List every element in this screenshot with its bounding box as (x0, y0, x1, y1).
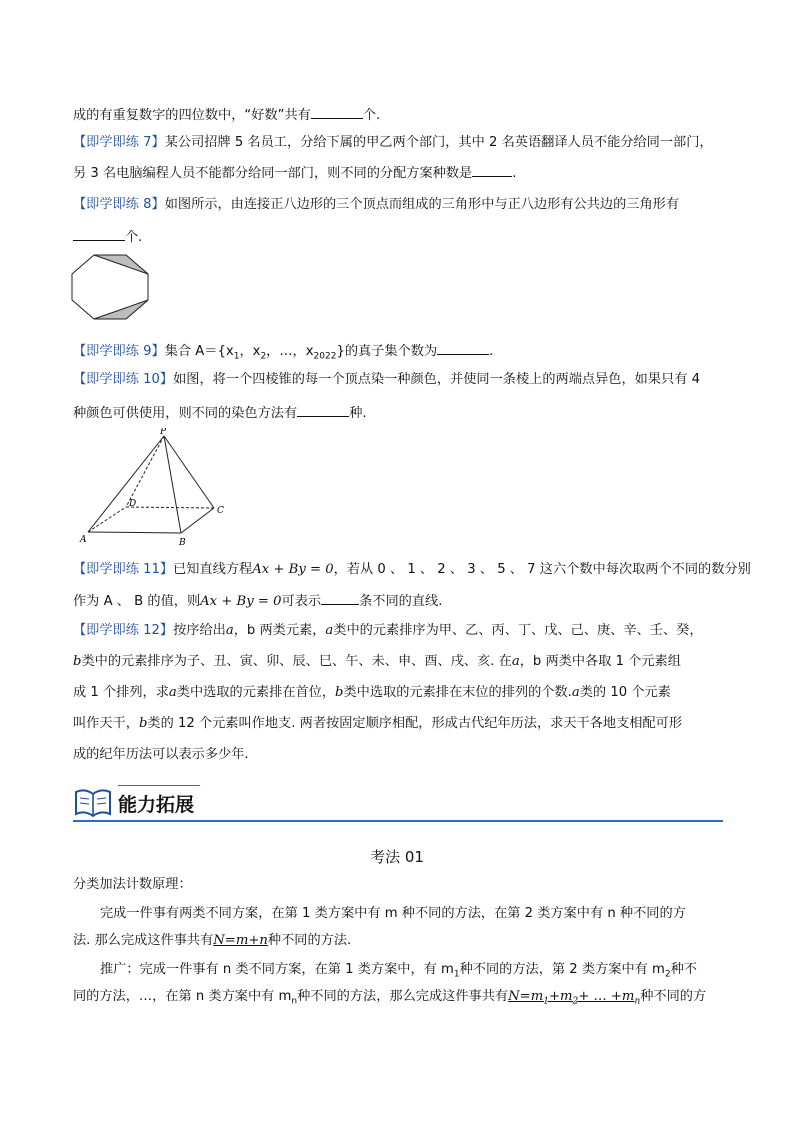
exercise-tag: 【即学即练 10】 (73, 372, 174, 387)
formula: N=m+n (213, 933, 268, 948)
text: 如图所示，由连接正八边形的三个顶点而组成的三角形中与正八边形有公共边的三角形有 (164, 197, 680, 212)
text: 种不同的方法，那么完成这件事共有 (297, 989, 509, 1004)
text: 已知直线方程 (173, 562, 253, 577)
text: 叫作天干， (73, 716, 139, 731)
text: 推广：完成一件事有 n 类不同方案，在第 1 类方案中，有 m (100, 962, 454, 977)
vertex-label-b: B (179, 538, 186, 548)
text-line (73, 987, 706, 1012)
answer-blank (297, 402, 349, 417)
text-line (73, 162, 516, 184)
text-line: 完成一件事有两类不同方案，在第 1 类方案中有 m 种不同的方法，在第 2 类方案中有 n 种不同的方 (100, 906, 686, 921)
text: 类中的元素排序为子、丑、寅、卯、辰、巳、午、未、申、酉、戌、亥. 在 (81, 654, 512, 669)
text: 类的 12 个元素叫作地支. 两者按固定顺序相配，形成古代纪年历法，求天干各地支相配可形 (147, 716, 683, 731)
variable: a (571, 685, 580, 700)
text: 种不同的方 (640, 989, 707, 1004)
text: 可表示 (281, 594, 322, 609)
answer-blank (311, 104, 363, 119)
equation: Ax + By = 0 (200, 594, 282, 609)
text-line: b类中的元素排序为子、丑、寅、卯、辰、巳、午、未、申、酉、戌、亥. 在a，b 两类中各取 1 个元素组 (73, 654, 681, 669)
exercise-tag: 【即学即练 9】 (73, 344, 165, 359)
banner-top-rule (118, 785, 200, 786)
section-banner-title: 能力拓展 (118, 794, 195, 816)
text: 按序给出 (173, 623, 226, 638)
text-line (73, 590, 442, 612)
answer-blank (437, 340, 489, 355)
variable: a (168, 685, 177, 700)
text: 另 3 名电脑编程人员不能都分给同一部门，则不同的分配方案种数是 (73, 166, 473, 181)
text: ，若从 0 、 1 、 2 、 3 、 5 、 7 这六个数中每次取两个不同的数分别 (333, 562, 751, 577)
equation: Ax + By = 0 (252, 562, 334, 577)
text-line (73, 745, 249, 765)
text: 类中选取的元素排在首位， (176, 685, 336, 700)
section-heading: 考法 01 (370, 848, 424, 866)
text-line (73, 104, 380, 126)
text: 如图，将一个四棱锥的每一个顶点染一种颜色，并使同一条棱上的两端点异色，如果只有 4 (173, 372, 701, 387)
exercise-7 (73, 133, 713, 153)
text: 种不同的方法. (267, 933, 352, 948)
text: 同的方法，…，在第 n 类方案中有 m (73, 989, 292, 1004)
text: 种. (349, 406, 367, 421)
pyramid-figure (76, 428, 236, 550)
text: 法. 那么完成这件事共有 (73, 933, 214, 948)
text: 种颜色可供使用，则不同的染色方法有 (73, 406, 298, 421)
exercise-11 (73, 560, 751, 580)
exercise-tag: 【即学即练 12】 (73, 623, 174, 638)
exercise-tag: 【即学即练 8】 (73, 197, 165, 212)
text: . (512, 166, 517, 181)
answer-blank (472, 162, 512, 177)
exercise-tag: 【即学即练 11】 (73, 562, 174, 577)
text: 个. (362, 108, 381, 123)
text: ，b 两类元素， (233, 623, 326, 638)
text: 集合 A＝{x (164, 344, 234, 359)
exercise-8 (73, 195, 679, 215)
text-line: 成 1 个排列，求a类中选取的元素排在首位，b类中选取的元素排在末位的排列的个数.a类的 10 个元素 (73, 685, 671, 700)
subscript: 2 (260, 351, 267, 362)
variable: a (325, 623, 334, 638)
subscript: n (291, 996, 298, 1007)
vertex-label-d: D (129, 499, 137, 509)
exercise-12 (73, 621, 703, 641)
subscript: 1 (453, 969, 460, 980)
exercise-tag: 【即学即练 7】 (73, 135, 165, 150)
exercise-10 (73, 370, 700, 390)
text-line: 分类加法计数原理： (73, 877, 192, 892)
answer-blank (73, 226, 125, 241)
text: 类中的元素排序为甲、乙、丙、丁、戊、己、庚、辛、壬、癸， (333, 623, 703, 638)
text-line (73, 226, 142, 248)
subscript: 1 (233, 351, 240, 362)
text-line (73, 931, 351, 951)
variable: a (225, 623, 234, 638)
text: 类的 10 个元素 (579, 685, 671, 700)
exercise-9 (73, 340, 493, 367)
vertex-label-p: P (160, 428, 167, 437)
answer-blank (321, 590, 359, 605)
text: ，b 两类中各取 1 个元素组 (519, 654, 681, 669)
octagon-figure (70, 253, 150, 321)
text: }的真子集个数为 (336, 344, 438, 359)
text: 成的纪年历法可以表示多少年. (73, 747, 249, 762)
text: ，x (239, 344, 261, 359)
text: . (489, 344, 494, 359)
subscript: 2 (664, 969, 671, 980)
text: 成 1 个排列，求 (73, 685, 169, 700)
subscript: 2022 (313, 351, 337, 362)
formula: $N=m_1+m_2+$ … $+m_n$ (508, 989, 641, 1007)
text: 条不同的直线. (359, 594, 443, 609)
text: 种不同的方法，第 2 类方案中有 m (459, 962, 665, 977)
text: 作为 A 、 B 的值，则 (73, 594, 201, 609)
text-line: 叫作天干，b类的 12 个元素叫作地支. 两者按固定顺序相配，形成古代纪年历法，求天干各地支相配可形 (73, 716, 683, 731)
text: 个. (125, 230, 143, 245)
text: 某公司招牌 5 名员工，分给下属的甲乙两个部门，其中 2 名英语翻译人员不能分给同一部门， (164, 135, 713, 150)
banner-rule (73, 820, 723, 822)
vertex-label-c: C (217, 506, 224, 516)
text-line (100, 960, 697, 985)
text: 成的有重复数字的四位数中，“好数”共有 (73, 108, 311, 123)
book-icon (73, 786, 113, 818)
vertex-label-a: A (80, 535, 87, 545)
text: 类中选取的元素排在末位的排列的个数. (343, 685, 572, 700)
text: 种不 (670, 962, 697, 977)
variable: a (511, 654, 520, 669)
text-line (73, 402, 367, 424)
text: ，…，x (266, 344, 314, 359)
